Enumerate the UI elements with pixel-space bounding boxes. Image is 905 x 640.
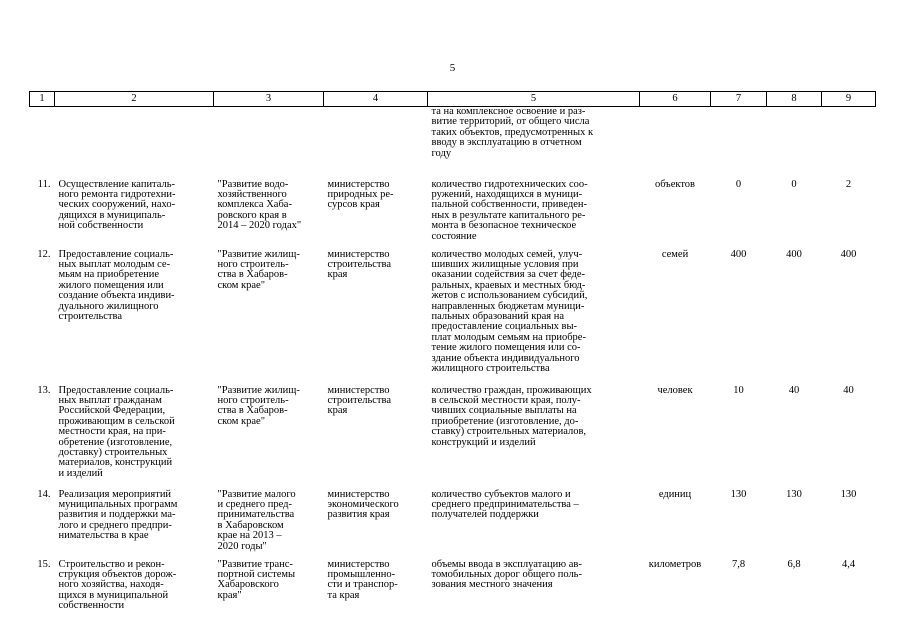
indicators-table xyxy=(29,91,876,620)
table-row xyxy=(30,386,876,490)
header-cell: 6 xyxy=(640,92,711,107)
unit-cell: семей xyxy=(661,248,689,260)
program-cell: "Развитие малого и среднего пред- принимательства в Хабаровском крае на 2013 – 2020 годы" xyxy=(217,488,296,552)
value-cell: 40 xyxy=(843,384,854,396)
header-cell: 3 xyxy=(214,92,324,107)
column-number-header xyxy=(30,92,876,107)
indicator-cell: количество молодых семей, улуч- шивших жилищные условия при оказании содействия за счет феде- ральных, краевых и местных бюд- жетов с использованием субсидий, направленных бюджетам муници- пальных образований края на предоставление социальных вы- плат молодым семьям на приобре- тение жилого помещения или со- здание объекта индивидуального жилищного строительства xyxy=(431,248,588,374)
row-number: 11. xyxy=(37,178,51,190)
value-cell: 400 xyxy=(730,248,747,260)
program-cell: "Развитие водо- хозяйственного комплекса Хаба- ровского края в 2014 – 2020 годах" xyxy=(217,178,302,232)
indicator-cell: объемы ввода в эксплуатацию ав- томобильных дорог общего поль- зования местного значения xyxy=(431,558,582,591)
indicator-cell: количество гидротехнических соо- ружений, находящихся в муници- пальной собственности, приведен- ных в результате капитального ре- монта в безопасное техническое состояние xyxy=(431,178,588,242)
row-number: 15. xyxy=(37,558,51,570)
table-row xyxy=(30,490,876,560)
row-number: 12. xyxy=(37,248,51,260)
unit-cell: единиц xyxy=(658,488,692,500)
page-number: 5 xyxy=(449,62,456,74)
value-cell: 7,8 xyxy=(731,558,746,570)
value-cell: 6,8 xyxy=(787,558,801,570)
table-row xyxy=(30,250,876,386)
executor-cell: министерство природных ре- сурсов края xyxy=(327,178,394,211)
value-cell: 400 xyxy=(840,248,857,260)
value-cell: 130 xyxy=(840,488,857,500)
value-cell: 130 xyxy=(786,488,802,500)
value-cell: 0 xyxy=(735,178,742,190)
header-cell: 1 xyxy=(30,92,55,107)
unit-cell: объектов xyxy=(654,178,696,190)
value-cell: 400 xyxy=(786,248,802,260)
program-cell: "Развитие жилищ- ного строитель- ства в Хабаров- ском крае" xyxy=(217,384,300,427)
value-cell: 4,4 xyxy=(841,558,856,570)
header-cell: 4 xyxy=(324,92,428,107)
executor-cell: министерство экономического развития края xyxy=(327,488,399,521)
header-cell: 7 xyxy=(711,92,767,107)
row-number: 13. xyxy=(37,384,51,396)
activity-cell: Предоставление социаль- ных выплат молодым се- мьям на приобретение жилого помещения или создание объекта индиви- дуального жилищного строительства xyxy=(58,248,175,322)
indicator-cell: количество граждан, проживающих в сельской местности края, полу- чивших социальные выплаты на приобретение (изготовление, до- ставку) строительных материалов, конструкций и изделий xyxy=(431,384,592,448)
activity-cell: Предоставление социаль- ных выплат гражданам Российской Федерации, проживающим в сельской местности края, на при- обретение (изготовление, доставку) строительных материалов, конструкций и изделий xyxy=(58,384,175,479)
header-cell: 9 xyxy=(822,92,876,107)
executor-cell: министерство строительства края xyxy=(327,248,392,281)
program-cell: "Развитие жилищ- ного строитель- ства в Хабаров- ском крае" xyxy=(217,248,300,291)
value-cell: 2 xyxy=(845,178,852,190)
header-cell: 2 xyxy=(55,92,214,107)
continuation-row xyxy=(30,107,876,180)
value-cell: 0 xyxy=(791,178,797,190)
table-row xyxy=(30,180,876,250)
row-number: 14. xyxy=(37,488,51,500)
indicator-cell: количество субъектов малого и среднего предпринимательства – получателей поддержки xyxy=(431,488,579,521)
unit-cell: километров xyxy=(648,558,702,570)
executor-cell: министерство строительства края xyxy=(327,384,392,417)
table-row xyxy=(30,560,876,620)
activity-cell: Осуществление капиталь- ного ремонта гидротехни- ческих сооружений, нахо- дящихся в муниципаль- ной собственности xyxy=(58,178,176,232)
unit-cell: человек xyxy=(657,384,693,396)
activity-cell: Реализация мероприятий муниципальных программ развития и поддержки ма- лого и среднего предпри- нимательства в крае xyxy=(58,488,178,542)
header-cell: 5 xyxy=(428,92,640,107)
value-cell: 40 xyxy=(788,384,800,396)
value-cell: 130 xyxy=(730,488,747,500)
header-cell: 8 xyxy=(767,92,822,107)
indicator-cell: та на комплексное освоение и раз- витие территорий, от общего числа таких объектов, предусмотренных к вводу в эксплуатацию в отчетном году xyxy=(431,106,594,159)
executor-cell: министерство промышленно- сти и транспор- та края xyxy=(327,558,398,601)
value-cell: 10 xyxy=(733,384,744,396)
program-cell: "Развитие транс- портной системы Хабаровского края" xyxy=(217,558,296,601)
activity-cell: Строительство и рекон- струкция объектов дорож- ного хозяйства, находя- щихся в муниципальной собственности xyxy=(58,558,177,612)
